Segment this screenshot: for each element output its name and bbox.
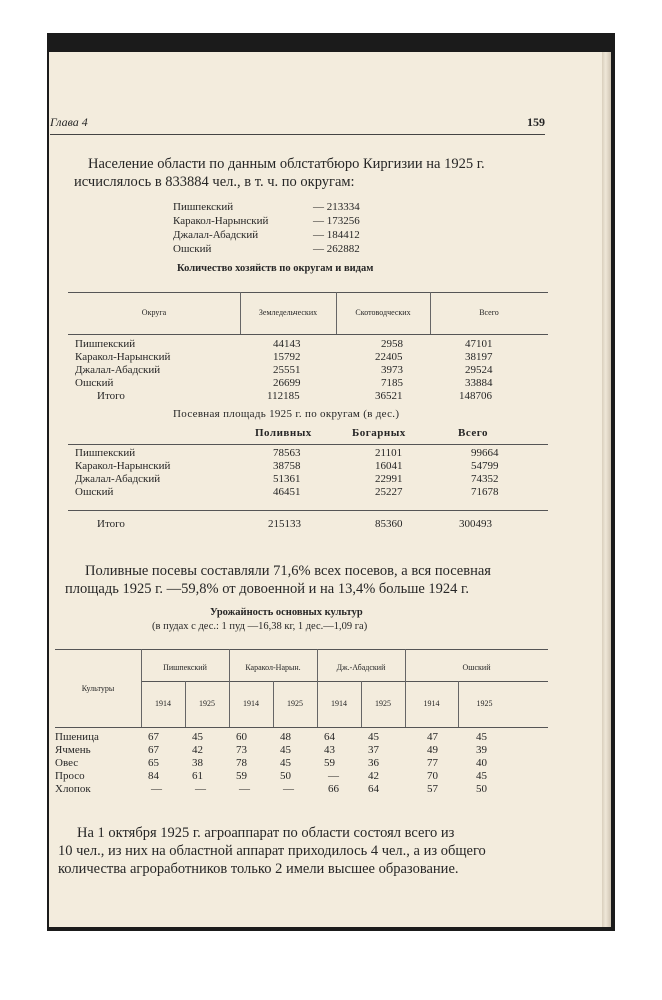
table-rule [68, 292, 548, 293]
cell-value: 45 [192, 731, 203, 743]
cell-value: — [328, 770, 339, 782]
row-label: Пишпекский [75, 338, 136, 350]
cell-value: 59 [324, 757, 335, 769]
cell-value: 40 [476, 757, 487, 769]
row-label: Пшеница [55, 731, 99, 743]
row-label: Ошский [75, 377, 114, 389]
year-header: 1925 [199, 699, 215, 708]
table-divider [317, 649, 318, 727]
group-header: Ошский [462, 663, 491, 672]
table3-subtitle: (в пудах с дес.: 1 пуд —16,38 кг, 1 дес.—1,09 га) [152, 621, 368, 632]
cell-value: 300493 [459, 518, 492, 530]
cell-value: 49 [427, 744, 438, 756]
cell-value: 25227 [375, 486, 403, 498]
page-number: 159 [527, 115, 545, 129]
table-rule [141, 681, 548, 682]
table-row [55, 731, 548, 744]
column-header: Поливных [255, 427, 312, 439]
year-header: 1914 [423, 699, 440, 708]
district-population: — 213334 [313, 201, 360, 213]
cell-value: 71678 [471, 486, 499, 498]
table-divider [229, 649, 230, 727]
row-label: Ячмень [55, 744, 91, 756]
table-rule [68, 334, 548, 335]
list-item [173, 214, 423, 228]
cell-value: 44143 [273, 338, 301, 350]
cell-value: 2958 [381, 338, 403, 350]
chapter-label: Глава 4 [50, 115, 88, 129]
cell-value: 33884 [465, 377, 493, 389]
cell-value: 99664 [471, 447, 499, 459]
year-header: 1925 [375, 699, 391, 708]
table-row [75, 377, 550, 390]
intro-paragraph [74, 155, 548, 191]
row-label: Каракол-Нарынский [75, 460, 171, 472]
column-header: Земледельческих [258, 308, 318, 317]
cell-value: 48 [280, 731, 291, 743]
row-label: Итого [97, 390, 125, 402]
para3-line-2: 10 чел., из них на областной аппарат приходилось 4 чел., а из общего [58, 843, 486, 859]
column-header: Всего [458, 427, 488, 439]
table-row [75, 390, 550, 403]
table-row [55, 783, 548, 796]
cell-value: 54799 [471, 460, 499, 472]
row-label: Пишпекский [75, 447, 136, 459]
cell-value: 26699 [273, 377, 301, 389]
cell-value: 36521 [375, 390, 403, 402]
cell-value: 25551 [273, 364, 301, 376]
cell-value: 85360 [375, 518, 403, 530]
cell-value: 22405 [375, 351, 403, 363]
cell-value: 59 [236, 770, 247, 782]
cell-value: 15792 [273, 351, 301, 363]
cell-value: 64 [368, 783, 379, 795]
cell-value: 42 [192, 744, 203, 756]
cell-value: 29524 [465, 364, 493, 376]
cell-value: 70 [427, 770, 438, 782]
cell-value: 74352 [471, 473, 499, 485]
row-label: Просо [55, 770, 85, 782]
district-population: — 184412 [313, 229, 360, 241]
column-header: Культуры [81, 684, 115, 693]
cell-value: 148706 [459, 390, 492, 402]
para2-line-2: площадь 1925 г. —59,8% от довоенной и на 13,4% больше 1924 г. [65, 581, 469, 597]
list-item [173, 200, 423, 214]
cell-value: 37 [368, 744, 379, 756]
cell-value: 45 [476, 770, 487, 782]
para3-line-1: На 1 октября 1925 г. агроаппарат по области состоял всего из [77, 825, 455, 841]
cell-value: 21101 [375, 447, 403, 459]
cell-value: 36 [368, 757, 379, 769]
table-row [75, 351, 550, 364]
cell-value: 39 [476, 744, 487, 756]
cell-value: 46451 [273, 486, 301, 498]
cell-value: — [283, 783, 294, 795]
district-name: Джалал-Абадский [173, 229, 259, 241]
group-header: Каракол-Нарын. [245, 663, 301, 672]
cell-value: 42 [368, 770, 379, 782]
row-label: Итого [97, 518, 125, 530]
cell-value: — [151, 783, 162, 795]
cell-value: 65 [148, 757, 159, 769]
cell-value: 50 [280, 770, 291, 782]
row-label: Джалал-Абадский [75, 364, 161, 376]
cell-value: 112185 [267, 390, 300, 402]
table-row [55, 744, 548, 757]
cell-value: 16041 [375, 460, 403, 472]
cell-value: 38758 [273, 460, 301, 472]
table2-title: Посевная площадь 1925 г. по округам (в дес.) [173, 408, 400, 420]
row-label: Джалал-Абадский [75, 473, 161, 485]
district-population: — 262882 [313, 243, 360, 255]
table-rule [68, 510, 548, 511]
cell-value: 57 [427, 783, 438, 795]
district-name: Каракол-Нарынский [173, 215, 269, 227]
page-edge [602, 52, 611, 927]
table3-title: Урожайность основных культур [210, 607, 363, 618]
list-item [173, 228, 423, 242]
cell-value: 51361 [273, 473, 301, 485]
cell-value: — [195, 783, 206, 795]
cell-value: 47 [427, 731, 438, 743]
cell-value: 67 [148, 744, 159, 756]
cell-value: 78563 [273, 447, 301, 459]
cell-value: 45 [280, 757, 291, 769]
row-label: Хлопок [55, 783, 91, 795]
agro-paragraph [58, 824, 547, 878]
intro-line-2: исчислялось в 833884 чел., в т. ч. по округам: [74, 174, 355, 190]
group-header: Дж.-Абадский [336, 663, 386, 672]
table-rule [55, 649, 548, 650]
table-row [75, 447, 550, 460]
intro-line-1: Население области по данным облстатбюро Киргизии на 1925 г. [88, 156, 485, 172]
table-row [75, 364, 550, 377]
table-row [75, 486, 550, 499]
year-header: 1914 [331, 699, 347, 708]
cell-value: 38 [192, 757, 203, 769]
table1-title: Количество хозяйств по округам и видам [177, 263, 374, 274]
year-header: 1925 [476, 699, 493, 708]
district-name: Пишпекский [173, 201, 234, 213]
cell-value: 38197 [465, 351, 493, 363]
table-row [75, 460, 550, 473]
table-rule [68, 444, 548, 445]
cell-value: — [239, 783, 250, 795]
table-row [55, 757, 548, 770]
list-item [173, 242, 423, 256]
irrigation-paragraph [65, 562, 550, 598]
cell-value: 66 [328, 783, 339, 795]
cell-value: 22991 [375, 473, 403, 485]
column-header: Богарных [352, 427, 406, 439]
table-rule [55, 727, 548, 728]
cell-value: 215133 [268, 518, 301, 530]
header-rule [50, 134, 545, 135]
cell-value: 73 [236, 744, 247, 756]
cell-value: 47101 [465, 338, 493, 350]
population-list [173, 200, 423, 256]
year-header: 1914 [155, 699, 171, 708]
table-divider [405, 649, 406, 727]
row-label: Овес [55, 757, 79, 769]
column-header: Всего [479, 308, 499, 317]
table-row [55, 770, 548, 783]
table-row [75, 338, 550, 351]
cell-value: 43 [324, 744, 335, 756]
year-header: 1925 [287, 699, 303, 708]
cell-value: 61 [192, 770, 203, 782]
row-label: Каракол-Нарынский [75, 351, 171, 363]
row-label: Ошский [75, 486, 114, 498]
cell-value: 45 [368, 731, 379, 743]
group-header: Пишпекский [163, 663, 207, 672]
cell-value: 78 [236, 757, 247, 769]
para3-line-3: количества агроработников только 2 имели высшее образование. [58, 861, 459, 877]
table-row [75, 518, 550, 531]
cell-value: 45 [476, 731, 487, 743]
cell-value: 84 [148, 770, 159, 782]
year-header: 1914 [243, 699, 259, 708]
table-row [75, 473, 550, 486]
cell-value: 50 [476, 783, 487, 795]
running-header [50, 115, 545, 133]
cell-value: 64 [324, 731, 335, 743]
district-population: — 173256 [313, 215, 360, 227]
column-header: Скотоводческих [355, 308, 411, 317]
table-divider [141, 649, 142, 727]
district-name: Ошский [173, 243, 212, 255]
cell-value: 67 [148, 731, 159, 743]
cell-value: 60 [236, 731, 247, 743]
para2-line-1: Поливные посевы составляли 71,6% всех посевов, а вся посевная [85, 563, 491, 579]
cell-value: 77 [427, 757, 438, 769]
cell-value: 45 [280, 744, 291, 756]
cell-value: 3973 [381, 364, 403, 376]
cell-value: 7185 [381, 377, 403, 389]
column-header: Округа [141, 308, 167, 317]
